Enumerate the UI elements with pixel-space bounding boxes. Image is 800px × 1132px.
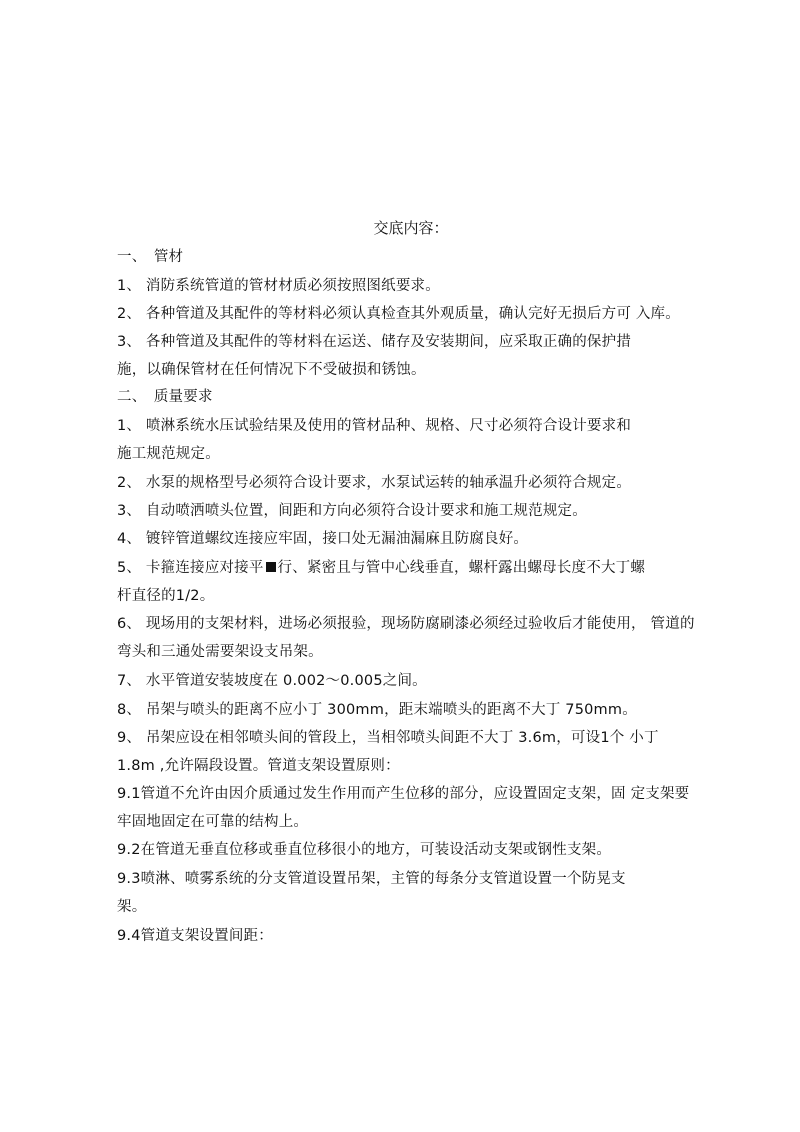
paragraph-line: 9.1管道不允许由因介质通过发生作用而产生位移的部分，应设置固定支架，固 定支架要 <box>117 786 690 802</box>
paragraph-line: 9.3喷淋、喷雾系统的分支管道设置吊架，主管的每条分支管道设置一个防晃支 <box>117 871 626 887</box>
section-heading-pipe: 一、 管材 <box>117 249 184 265</box>
paragraph-line: 3、 自动喷洒喷头位置，间距和方向必须符合设计要求和施工规范规定。 <box>117 503 587 519</box>
paragraph-line: 牢固地固定在可靠的结构上。 <box>117 814 309 830</box>
paragraph-line: 弯头和三通处需要架设支吊架。 <box>117 644 323 660</box>
paragraph-line: 2、 各种管道及其配件的等材料必须认真检查其外观质量，确认完好无损后方可 入库。 <box>117 306 680 322</box>
paragraph-line: 杆直径的1/2。 <box>117 588 215 604</box>
paragraph-line: 施，以确保管材在任何情况下不受破损和锈蚀。 <box>117 362 426 378</box>
paragraph-line: 6、 现场用的支架材料，进场必须报验，现场防腐刷漆必须经过验收后才能使用， 管道的 <box>117 616 695 632</box>
page-title: 交底内容： <box>373 219 449 237</box>
black-square-icon <box>266 562 276 572</box>
line-segment: 行、紧密且与管中心线垂直，螺杆露出螺母长度不大丁螺 <box>277 560 646 576</box>
paragraph-line: 9.2在管道无垂直位移或垂直位移很小的地方，可装设活动支架或钢性支架。 <box>117 842 612 858</box>
paragraph-line: 9、 吊架应设在相邻喷头间的管段上，当相邻喷头间距不大丁 3.6m，可设1个 小丁 <box>117 730 659 746</box>
paragraph-line: 9.4管道支架设置间距： <box>117 928 273 944</box>
line-segment: 5、 卡箍连接应对接平 <box>117 560 264 576</box>
paragraph-line: 4、 镀锌管道螺纹连接应牢固，接口处无漏油漏麻且防腐良好。 <box>117 531 529 547</box>
paragraph-line: 架。 <box>117 899 147 915</box>
paragraph-line: 1、 喷淋系统水压试验结果及使用的管材品种、规格、尺寸必须符合设计要求和 <box>117 418 632 434</box>
paragraph-line: 2、 水泵的规格型号必须符合设计要求，水泵试运转的轴承温升必须符合规定。 <box>117 475 632 491</box>
paragraph-line: 施工规范规定。 <box>117 446 220 462</box>
section-heading-quality: 二、 质量要求 <box>117 389 213 405</box>
paragraph-line <box>117 558 645 578</box>
paragraph-line: 1、 消防系统管道的管材材质必须按照图纸要求。 <box>117 278 440 294</box>
paragraph-line: 1.8m ,允许隔段设置。管道支架设置原则： <box>117 758 400 774</box>
paragraph-line: 7、 水平管道安装坡度在 0.002～0.005之间。 <box>117 673 427 689</box>
paragraph-line: 8、 吊架与喷头的距离不应小丁 300mm，距末端喷头的距离不大丁 750mm。 <box>117 702 637 718</box>
paragraph-line: 3、 各种管道及其配件的等材料在运送、储存及安装期间，应采取正确的保护措 <box>117 334 632 350</box>
